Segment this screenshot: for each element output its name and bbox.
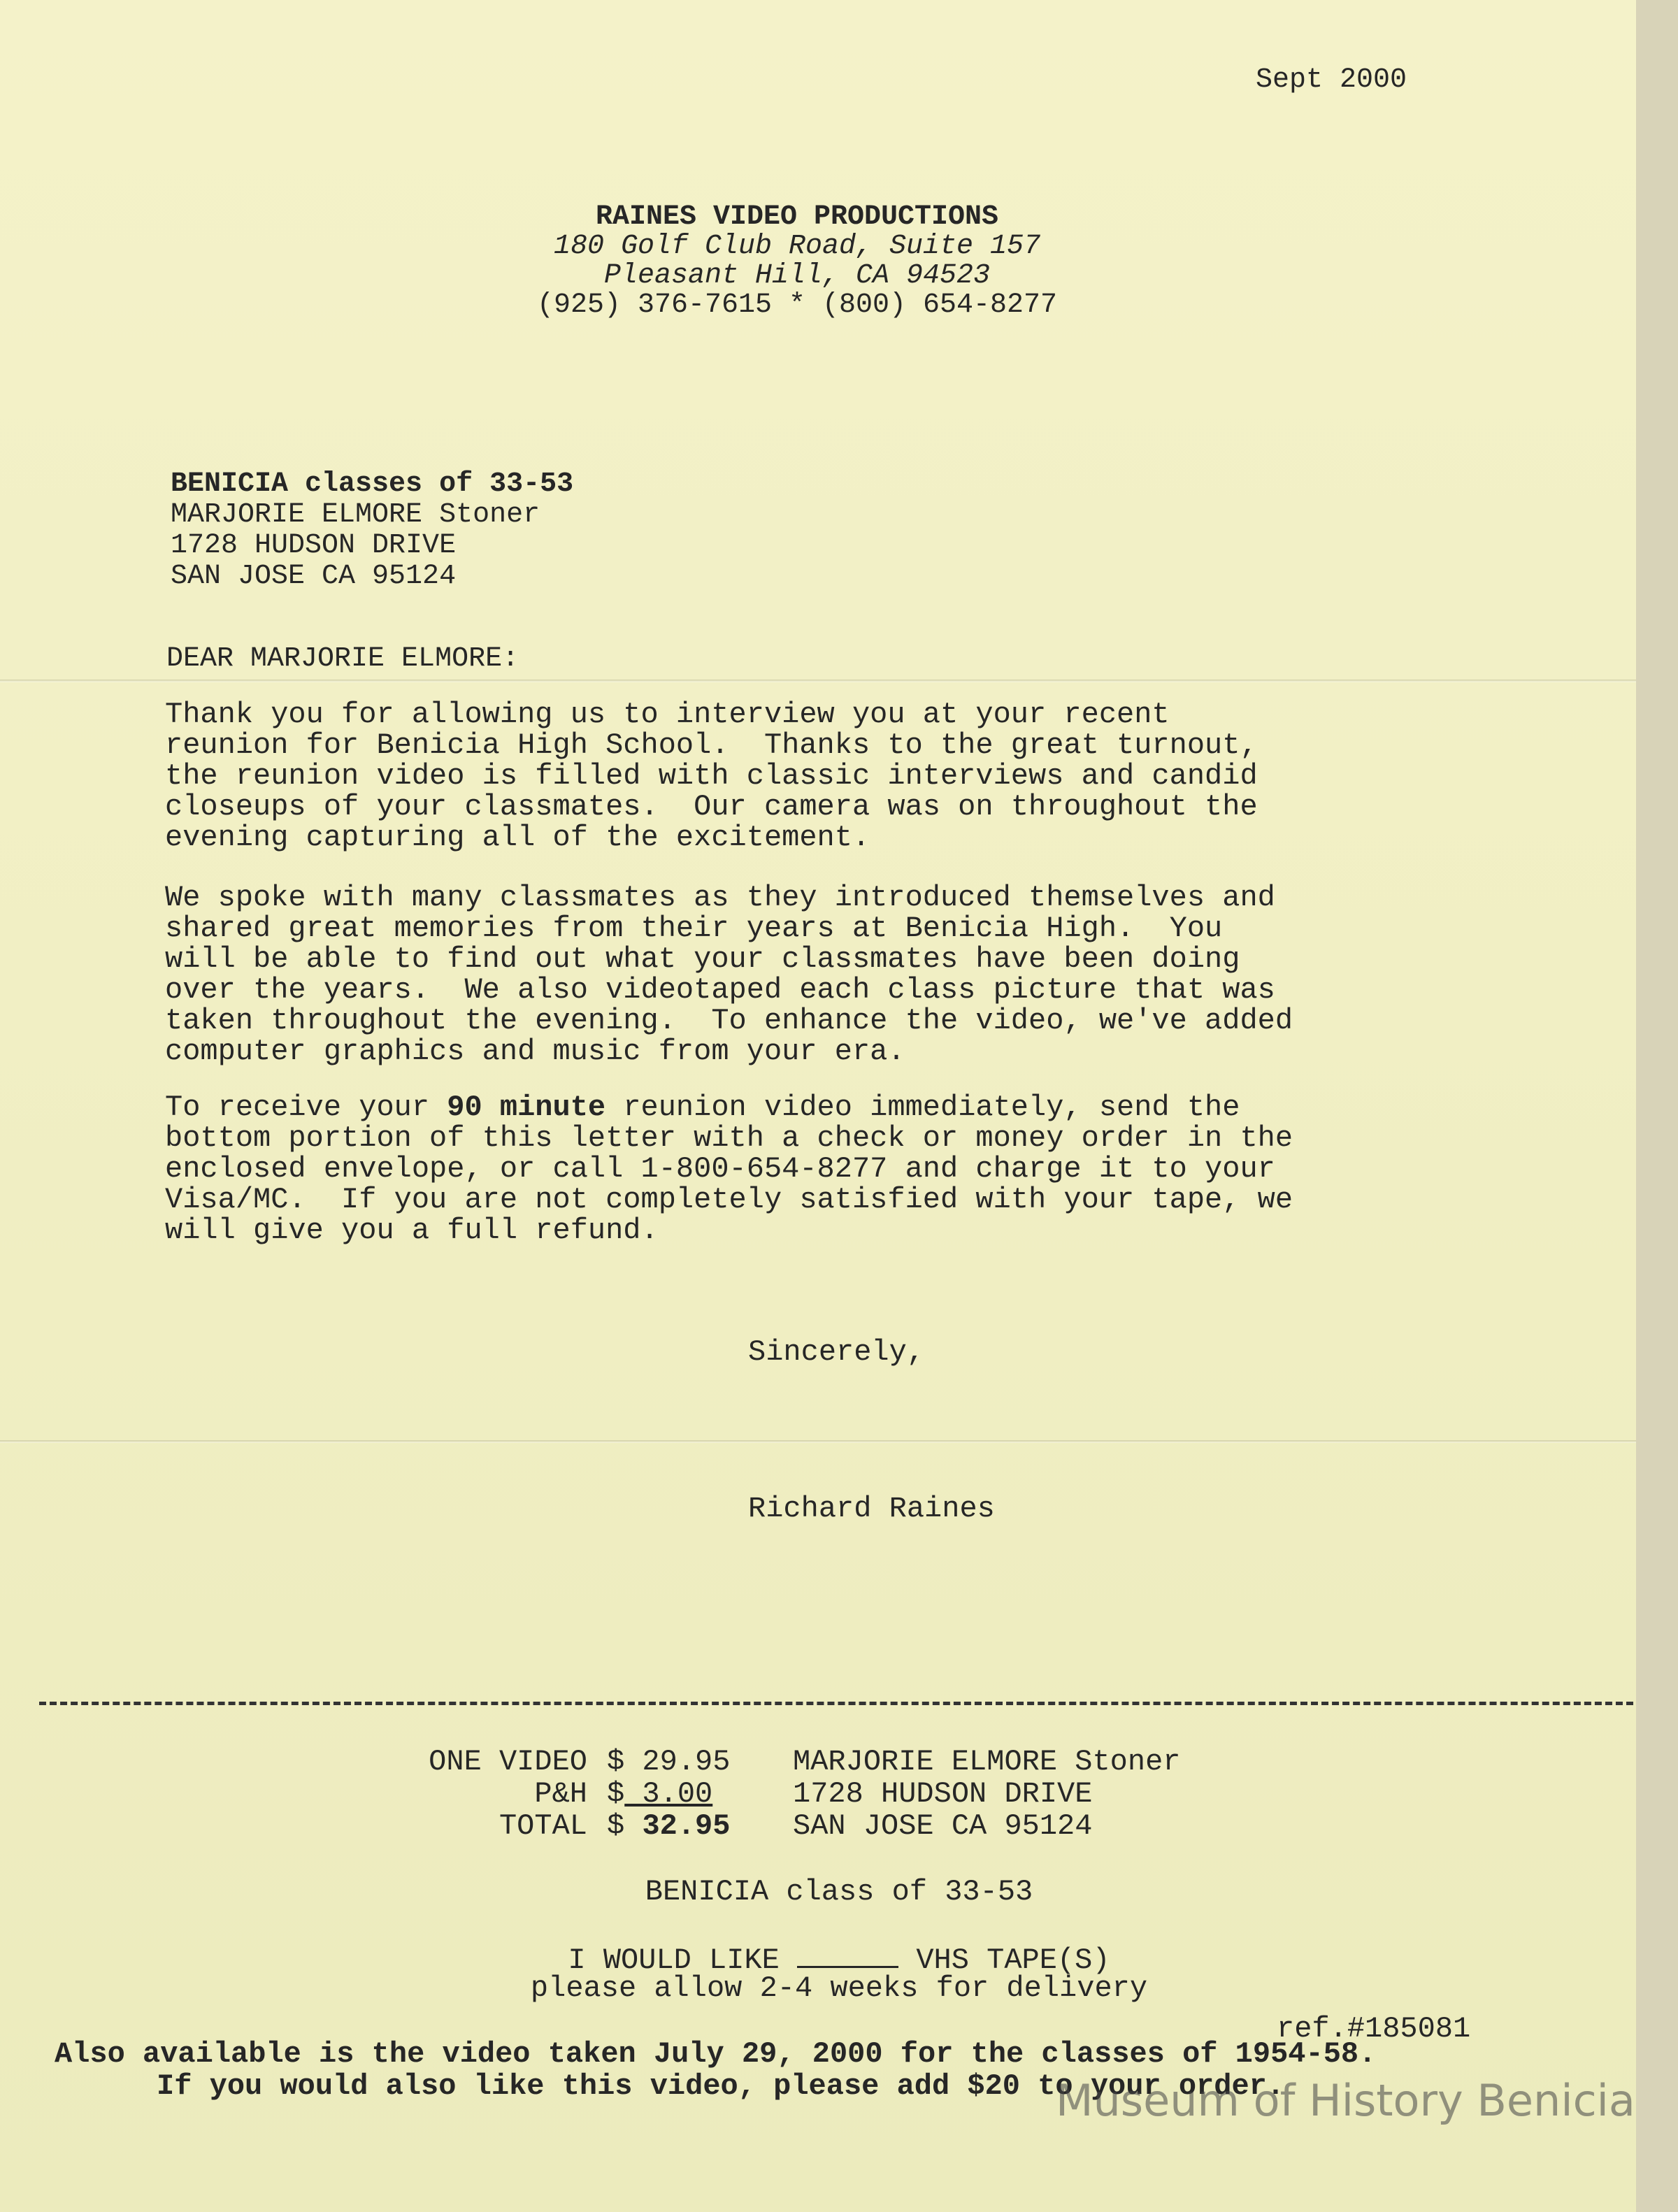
tape-quantity-field[interactable] xyxy=(797,1941,898,1968)
ph-currency: $ xyxy=(607,1777,625,1811)
order-street: 1728 HUDSON DRIVE xyxy=(793,1777,1093,1811)
paragraph-line: Thank you for allowing us to interview you at your recent xyxy=(165,698,1170,731)
total-price-line xyxy=(607,1811,730,1842)
closing: Sincerely, xyxy=(748,1335,925,1369)
recipient-name: MARJORIE ELMORE Stoner xyxy=(171,499,540,531)
recipient-group: BENICIA classes of 33-53 xyxy=(171,468,574,500)
company-city: Pleasant Hill, CA 94523 xyxy=(603,260,991,292)
paragraph-line: bottom portion of this letter with a check or money order in the xyxy=(165,1121,1293,1155)
paragraph-line: will give you a full refund. xyxy=(165,1214,659,1247)
company-phones: (925) 376-7615 * (800) 654-8277 xyxy=(536,289,1058,321)
ph-price: 3.00 xyxy=(624,1777,713,1811)
paragraph-line: will be able to find out what your classmates have been doing xyxy=(165,942,1240,976)
paragraph-line: the reunion video is filled with classic interviews and candid xyxy=(165,759,1258,793)
order-name: MARJORIE ELMORE Stoner xyxy=(793,1745,1181,1779)
paragraph-line: shared great memories from their years at Benicia High. You xyxy=(165,912,1223,945)
duration-emphasis: 90 minute xyxy=(447,1091,606,1124)
paragraph-line: taken throughout the evening. To enhance the video, we've added xyxy=(165,1004,1293,1037)
paragraph-line: evening capturing all of the excitement. xyxy=(165,821,870,854)
video-label: ONE VIDEO xyxy=(429,1745,587,1779)
paragraph-line: computer graphics and music from your era. xyxy=(165,1035,905,1068)
paragraph-line xyxy=(165,1092,1240,1123)
also-available-line: If you would also like this video, please add $20 to your order. xyxy=(157,2069,1285,2103)
company-name: RAINES VIDEO PRODUCTIONS xyxy=(595,201,999,233)
order-city: SAN JOSE CA 95124 xyxy=(793,1809,1093,1843)
total-currency: $ xyxy=(607,1809,625,1843)
paragraph-line: reunion for Benicia High School. Thanks to the great turnout, xyxy=(165,728,1258,762)
ph-label: P&H xyxy=(534,1777,587,1811)
salutation: DEAR MARJORIE ELMORE: xyxy=(166,643,519,675)
paragraph-line: We spoke with many classmates as they introduced themselves and xyxy=(165,881,1275,914)
video-price: $ 29.95 xyxy=(607,1745,731,1779)
paragraph-line: enclosed envelope, or call 1-800-654-8277 and charge it to your xyxy=(165,1152,1275,1186)
tape-unit: VHS TAPE(S) xyxy=(916,1944,1110,1977)
delivery-note: please allow 2-4 weeks for delivery xyxy=(530,1972,1148,2005)
tape-label: I WOULD LIKE xyxy=(568,1944,780,1977)
company-street: 180 Golf Club Road, Suite 157 xyxy=(553,231,1041,262)
paragraph-text: reunion video immediately, send the xyxy=(605,1091,1240,1124)
museum-watermark: Museum of History Benicia xyxy=(1056,2075,1635,2126)
letter-date: Sept 2000 xyxy=(1256,64,1407,96)
also-available-line: Also available is the video taken July 29, 2000 for the classes of 1954-58. xyxy=(55,2037,1377,2071)
fold-line xyxy=(0,680,1636,682)
reference-number: ref.#185081 xyxy=(1277,2012,1471,2046)
recipient-city: SAN JOSE CA 95124 xyxy=(171,561,457,592)
ph-price-line xyxy=(607,1779,712,1810)
signature-name: Richard Raines xyxy=(748,1492,995,1525)
paragraph-line: closeups of your classmates. Our camera was on throughout the xyxy=(165,790,1258,824)
paragraph-text: To receive your xyxy=(165,1091,447,1124)
paragraph-line: over the years. We also videotaped each class picture that was xyxy=(165,973,1275,1007)
cut-line xyxy=(39,1702,1633,1705)
total-label: TOTAL xyxy=(499,1809,587,1843)
order-class: BENICIA class of 33-53 xyxy=(645,1875,1033,1909)
total-price: 32.95 xyxy=(642,1809,731,1843)
fold-line xyxy=(0,1440,1636,1443)
paragraph-line: Visa/MC. If you are not completely satisfied with your tape, we xyxy=(165,1183,1293,1216)
recipient-street: 1728 HUDSON DRIVE xyxy=(171,530,457,561)
